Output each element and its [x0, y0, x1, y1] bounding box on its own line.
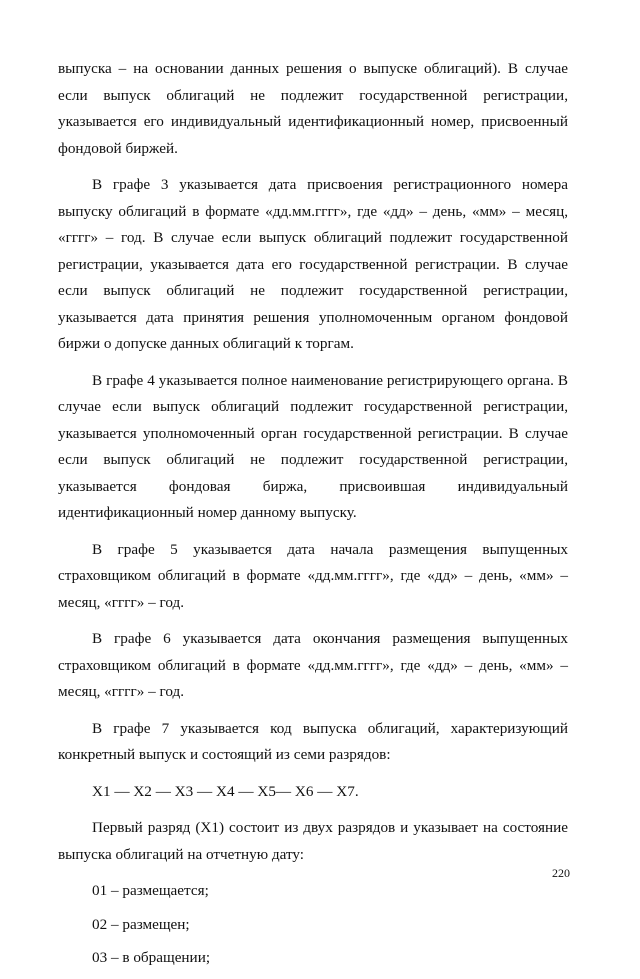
paragraph-column-5: В графе 5 указывается дата начала размещения выпущенных страховщиком облигаций в формате «дд.мм.гггг», где «дд» – день, «мм» – месяц, «гггг» – год.: [58, 540, 568, 611]
paragraph-column-6: В графе 6 указывается дата окончания размещения выпущенных страховщиком облигаций в формате «дд.мм.гггг», где «дд» – день, «мм» – месяц, «гггг» – год.: [58, 630, 568, 700]
list-item: 02 – размещен;: [92, 915, 190, 933]
list-item: 01 – размещается;: [92, 882, 209, 899]
paragraph-column-4: В графе 4 указывается полное наименование регистрирующего органа. В случае если выпуск облигаций подлежит государственной регистрации, указывается уполномоченный орган государственной регистрации. В случае если выпуск облигаций не подлежит государственной регистрации, указывается фондовая биржа, присвоившая индивидуальный идентификационный номер данному выпуску.: [58, 371, 568, 521]
paragraph-first-digit: Первый разряд (X1) состоит из двух разрядов и указывает на состояние выпуска облигаций на отчетную дату:: [58, 819, 568, 863]
page-number: 220: [552, 866, 570, 880]
list-item: 03 – в обращении;: [92, 949, 211, 966]
document-page: [58, 56, 568, 979]
paragraph-column-3: В графе 3 указывается дата присвоения регистрационного номера выпуску облигаций в формате «дд.мм.гггг», где «дд» – день, «мм» – месяц, «гггг» – год. В случае если выпуск облигаций подлежит государственной регистрации, указывается дата его государственной регистрации. В случае если выпуск облигаций не подлежит государственной регистрации, указывается дата принятия решения уполномоченным органом фондовой биржи о допуске данных облигаций к торгам.: [58, 176, 568, 352]
paragraph-continuation: выпуска – на основании данных решения о выпуске облигаций). В случае если выпуск облигаций не подлежит государственной регистрации, указывается его индивидуальный идентификационный номер, присвоенный фондовой биржей.: [58, 60, 568, 157]
code-formula: X1 — X2 — X3 — X4 — X5— X6 — X7.: [92, 782, 359, 800]
paragraph-column-7: В графе 7 указывается код выпуска облигаций, характеризующий конкретный выпуск и состоящий из семи разрядов:: [58, 719, 568, 763]
